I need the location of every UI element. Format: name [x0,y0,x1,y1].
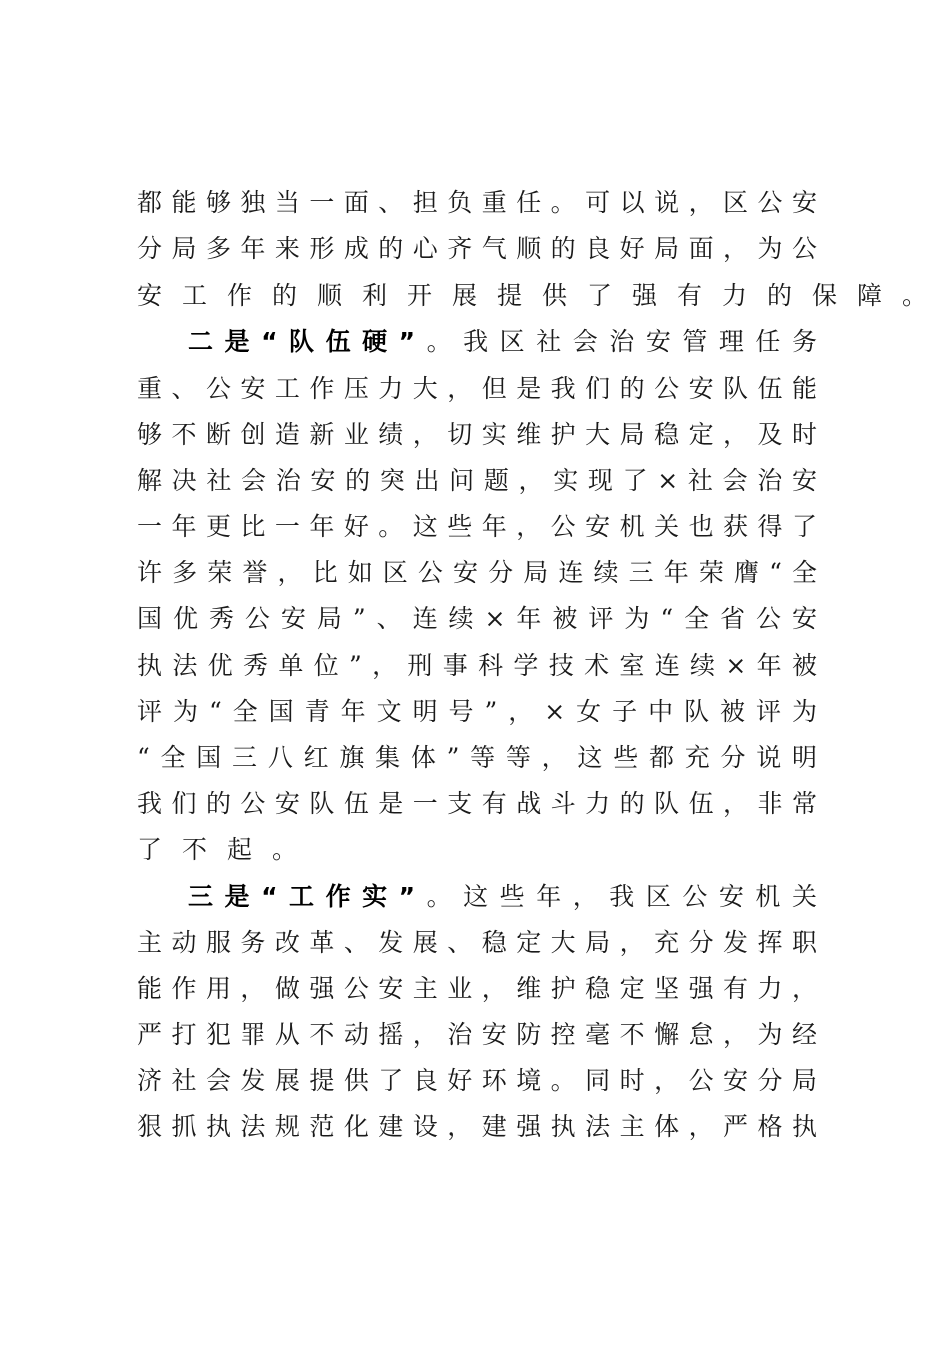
paragraph-first-line [188,322,817,362]
text-line: 够不断创造新业绩，切实维护大局稳定，及时 [137,420,817,449]
text-line: 国优秀公安局”、连续×年被评为“全省公安 [137,604,817,633]
text-line: 安工作的顺利开展提供了强有力的保障。 [137,281,948,310]
text-line: 执法优秀单位”，刑事科学技术室连续×年被 [137,651,817,680]
text-line: 主动服务改革、发展、稳定大局，充分发挥职 [137,928,817,957]
text-line: 严打犯罪从不动摇，治安防控毫不懈怠，为经 [137,1020,817,1049]
paragraph-first-line [188,877,817,917]
text-line: 分局多年来形成的心齐气顺的良好局面，为公 [137,234,817,263]
text-span: 。我区社会治安管理任务 [415,327,817,356]
text-line: 了不起。 [137,835,318,864]
text-line: 重、公安工作压力大，但是我们的公安队伍能 [137,374,817,403]
text-line: 许多荣誉，比如区公安分局连续三年荣膺“全 [137,558,817,587]
text-line: 济社会发展提供了良好环境。同时，公安分局 [137,1066,817,1095]
text-line: 解决社会治安的突出问题，实现了×社会治安 [137,466,817,495]
text-span: 。这些年，我区公安机关 [415,882,817,911]
text-line: 都能够独当一面、担负重任。可以说，区公安 [137,188,817,217]
text-line: 评为“全国青年文明号”，×女子中队被评为 [137,697,817,726]
paragraph-heading: 三是“工作实” [188,882,416,911]
text-line: 一年更比一年好。这些年，公安机关也获得了 [137,512,817,541]
text-line: 我们的公安队伍是一支有战斗力的队伍，非常 [137,789,817,818]
paragraph-heading: 二是“队伍硬” [188,327,416,356]
text-line: “全国三八红旗集体”等等，这些都充分说明 [137,743,817,772]
text-line: 能作用，做强公安主业，维护稳定坚强有力， [137,974,817,1003]
text-line: 狠抓执法规范化建设，建强执法主体，严格执 [137,1112,817,1141]
